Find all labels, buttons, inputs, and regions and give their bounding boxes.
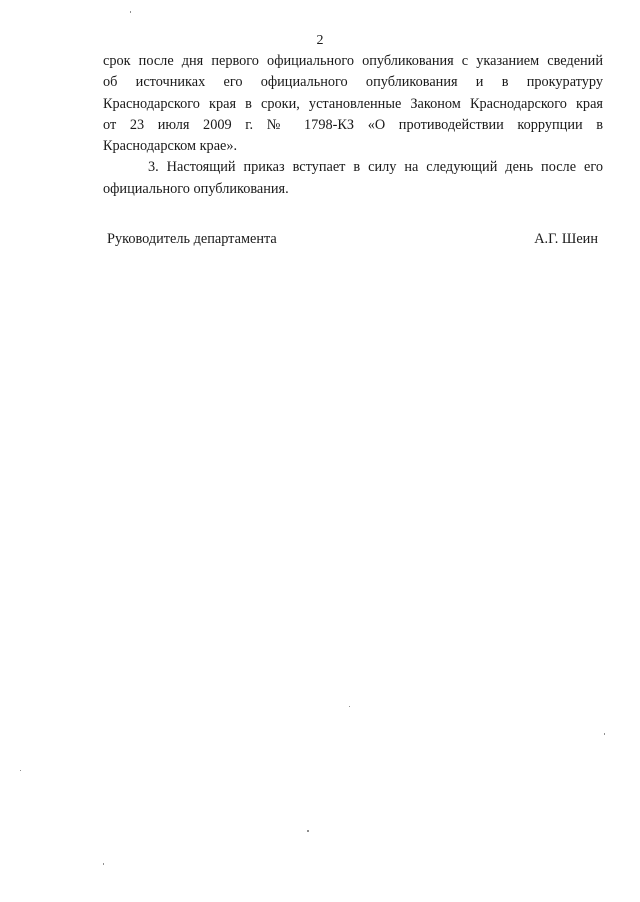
scan-speck (349, 706, 350, 707)
scan-speck (307, 830, 309, 832)
body-text (103, 51, 603, 200)
signatory-name: А.Г. Шеин (534, 231, 598, 247)
body-line: об источниках его официального опубликования и в прокуратуру (103, 74, 603, 91)
body-line: Краснодарского края в сроки, установленные Законом Краснодарского края (103, 95, 603, 112)
scan-speck (103, 863, 104, 865)
body-line: 3. Настоящий приказ вступает в силу на следующий день после его (148, 159, 603, 176)
signatory-title: Руководитель департамента (107, 231, 277, 247)
page-number: 2 (316, 33, 324, 48)
body-line: срок после дня первого официального опубликования с указанием сведений (103, 53, 603, 69)
body-line: официального опубликования. (103, 180, 289, 197)
scan-speck (20, 770, 21, 771)
body-line: от 23 июля 2009 г. № 1798-КЗ «О противодействии коррупции в (103, 116, 603, 133)
body-line: Краснодарском крае». (103, 138, 238, 155)
scan-speck (130, 11, 131, 13)
scan-speck (604, 733, 605, 735)
